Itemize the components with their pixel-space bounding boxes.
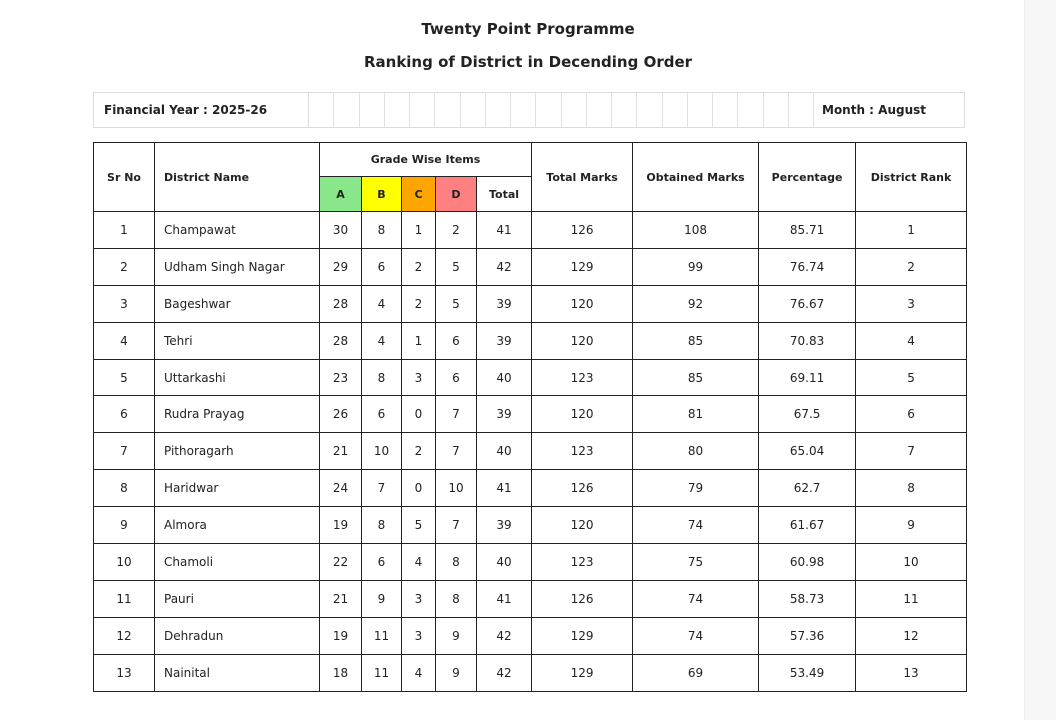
cell-total-marks: 126 (532, 580, 633, 617)
table-row (94, 322, 967, 359)
cell-total: 40 (477, 359, 532, 396)
cell-total-marks: 129 (532, 248, 633, 285)
col-header-total-marks: Total Marks (532, 143, 633, 212)
financial-year-label: Financial Year : 2025-26 (94, 93, 309, 127)
blank-cell (587, 93, 612, 127)
blank-cell (334, 93, 359, 127)
cell-percentage: 67.5 (759, 396, 856, 433)
cell-sr-no: 7 (94, 433, 155, 470)
cell-obtained-marks: 74 (633, 617, 759, 654)
cell-grade-b: 9 (362, 580, 402, 617)
cell-district-rank: 13 (856, 654, 967, 691)
cell-sr-no: 6 (94, 396, 155, 433)
month-label: Month : August (822, 103, 927, 117)
cell-sr-no: 9 (94, 507, 155, 544)
cell-percentage: 76.67 (759, 285, 856, 322)
cell-district-rank: 8 (856, 470, 967, 507)
cell-percentage: 61.67 (759, 507, 856, 544)
cell-percentage: 76.74 (759, 248, 856, 285)
cell-total: 41 (477, 580, 532, 617)
cell-grade-c: 0 (402, 470, 436, 507)
cell-sr-no: 10 (94, 544, 155, 581)
cell-grade-d: 8 (436, 544, 477, 581)
cell-district-name: Udham Singh Nagar (155, 248, 320, 285)
cell-percentage: 69.11 (759, 359, 856, 396)
cell-grade-d: 6 (436, 359, 477, 396)
cell-percentage: 62.7 (759, 470, 856, 507)
cell-total: 42 (477, 654, 532, 691)
blank-cell (738, 93, 763, 127)
cell-district-rank: 9 (856, 507, 967, 544)
table-body (94, 212, 967, 692)
cell-grade-d: 10 (436, 470, 477, 507)
col-header-grade-a: A (320, 177, 362, 212)
table-row (94, 617, 967, 654)
table-row (94, 507, 967, 544)
blank-cell (360, 93, 385, 127)
district-ranking-table (93, 142, 967, 692)
blank-cell (410, 93, 435, 127)
cell-grade-c: 0 (402, 396, 436, 433)
table-row (94, 396, 967, 433)
cell-grade-a: 30 (320, 212, 362, 249)
cell-total: 40 (477, 544, 532, 581)
col-header-total: Total (477, 177, 532, 212)
right-scroll-strip (1024, 0, 1056, 720)
blank-cell (612, 93, 637, 127)
cell-district-rank: 6 (856, 396, 967, 433)
table-row (94, 359, 967, 396)
blank-cell (637, 93, 662, 127)
cell-total: 39 (477, 507, 532, 544)
cell-district-name: Haridwar (155, 470, 320, 507)
cell-district-name: Tehri (155, 322, 320, 359)
cell-total-marks: 120 (532, 396, 633, 433)
cell-grade-c: 1 (402, 322, 436, 359)
cell-grade-c: 4 (402, 544, 436, 581)
cell-grade-b: 6 (362, 544, 402, 581)
cell-percentage: 58.73 (759, 580, 856, 617)
blank-cell (663, 93, 688, 127)
page-subtitle: Ranking of District in Decending Order (363, 53, 693, 71)
cell-grade-b: 4 (362, 285, 402, 322)
col-header-obtained-marks: Obtained Marks (633, 143, 759, 212)
cell-grade-c: 2 (402, 433, 436, 470)
cell-sr-no: 4 (94, 322, 155, 359)
col-header-sr-no: Sr No (94, 143, 155, 212)
cell-district-name: Champawat (155, 212, 320, 249)
cell-total: 41 (477, 212, 532, 249)
cell-grade-a: 29 (320, 248, 362, 285)
cell-total-marks: 129 (532, 654, 633, 691)
cell-grade-a: 26 (320, 396, 362, 433)
cell-grade-b: 6 (362, 396, 402, 433)
cell-grade-a: 21 (320, 580, 362, 617)
blank-cell (511, 93, 536, 127)
blank-cell (385, 93, 410, 127)
cell-grade-b: 4 (362, 322, 402, 359)
col-header-grade-c: C (402, 177, 436, 212)
cell-grade-c: 3 (402, 617, 436, 654)
cell-grade-a: 22 (320, 544, 362, 581)
cell-grade-a: 19 (320, 507, 362, 544)
cell-obtained-marks: 75 (633, 544, 759, 581)
cell-total-marks: 123 (532, 544, 633, 581)
col-header-grade-wise-items: Grade Wise Items (320, 143, 532, 177)
cell-total-marks: 120 (532, 507, 633, 544)
cell-total: 42 (477, 248, 532, 285)
cell-grade-b: 8 (362, 359, 402, 396)
cell-grade-a: 24 (320, 470, 362, 507)
cell-grade-a: 28 (320, 322, 362, 359)
blank-cell (435, 93, 460, 127)
table-row (94, 544, 967, 581)
col-header-grade-d: D (436, 177, 477, 212)
cell-grade-b: 6 (362, 248, 402, 285)
cell-grade-a: 23 (320, 359, 362, 396)
cell-grade-d: 9 (436, 654, 477, 691)
cell-district-name: Uttarkashi (155, 359, 320, 396)
cell-obtained-marks: 85 (633, 322, 759, 359)
cell-sr-no: 2 (94, 248, 155, 285)
cell-grade-d: 7 (436, 433, 477, 470)
cell-grade-c: 2 (402, 248, 436, 285)
cell-obtained-marks: 99 (633, 248, 759, 285)
cell-total-marks: 126 (532, 212, 633, 249)
cell-obtained-marks: 85 (633, 359, 759, 396)
cell-obtained-marks: 92 (633, 285, 759, 322)
cell-total: 39 (477, 396, 532, 433)
filter-bar (93, 92, 965, 128)
cell-percentage: 65.04 (759, 433, 856, 470)
col-header-percentage: Percentage (759, 143, 856, 212)
blank-cell (713, 93, 738, 127)
blank-cell (789, 93, 814, 127)
page-title: Twenty Point Programme (421, 20, 635, 38)
col-header-grade-b: B (362, 177, 402, 212)
cell-grade-c: 3 (402, 359, 436, 396)
cell-obtained-marks: 69 (633, 654, 759, 691)
cell-grade-d: 6 (436, 322, 477, 359)
cell-grade-c: 4 (402, 654, 436, 691)
cell-district-name: Chamoli (155, 544, 320, 581)
cell-grade-c: 2 (402, 285, 436, 322)
blank-cell (536, 93, 561, 127)
col-header-district-name: District Name (155, 143, 320, 212)
cell-grade-c: 3 (402, 580, 436, 617)
cell-obtained-marks: 79 (633, 470, 759, 507)
cell-total-marks: 123 (532, 359, 633, 396)
cell-district-rank: 11 (856, 580, 967, 617)
table-row (94, 212, 967, 249)
cell-district-name: Dehradun (155, 617, 320, 654)
cell-grade-a: 28 (320, 285, 362, 322)
cell-total: 40 (477, 433, 532, 470)
cell-district-rank: 12 (856, 617, 967, 654)
cell-obtained-marks: 74 (633, 580, 759, 617)
cell-grade-b: 8 (362, 212, 402, 249)
cell-district-name: Almora (155, 507, 320, 544)
cell-district-rank: 2 (856, 248, 967, 285)
cell-sr-no: 8 (94, 470, 155, 507)
cell-district-name: Bageshwar (155, 285, 320, 322)
cell-grade-b: 10 (362, 433, 402, 470)
blank-cell (461, 93, 486, 127)
blank-cell (688, 93, 713, 127)
cell-total-marks: 120 (532, 285, 633, 322)
cell-grade-c: 1 (402, 212, 436, 249)
cell-obtained-marks: 81 (633, 396, 759, 433)
cell-district-rank: 7 (856, 433, 967, 470)
cell-obtained-marks: 74 (633, 507, 759, 544)
cell-district-rank: 10 (856, 544, 967, 581)
table-row (94, 248, 967, 285)
table-row (94, 654, 967, 691)
cell-grade-a: 18 (320, 654, 362, 691)
cell-total: 39 (477, 322, 532, 359)
cell-total: 42 (477, 617, 532, 654)
cell-district-name: Pauri (155, 580, 320, 617)
cell-grade-d: 7 (436, 507, 477, 544)
cell-grade-b: 7 (362, 470, 402, 507)
cell-total: 41 (477, 470, 532, 507)
cell-sr-no: 1 (94, 212, 155, 249)
cell-sr-no: 3 (94, 285, 155, 322)
cell-obtained-marks: 108 (633, 212, 759, 249)
cell-percentage: 60.98 (759, 544, 856, 581)
cell-sr-no: 13 (94, 654, 155, 691)
cell-grade-d: 8 (436, 580, 477, 617)
table-row (94, 285, 967, 322)
cell-percentage: 53.49 (759, 654, 856, 691)
blank-cell (562, 93, 587, 127)
table-row (94, 470, 967, 507)
cell-total-marks: 129 (532, 617, 633, 654)
cell-total: 39 (477, 285, 532, 322)
col-header-district-rank: District Rank (856, 143, 967, 212)
cell-grade-a: 19 (320, 617, 362, 654)
cell-grade-b: 8 (362, 507, 402, 544)
cell-sr-no: 11 (94, 580, 155, 617)
cell-grade-a: 21 (320, 433, 362, 470)
cell-district-name: Nainital (155, 654, 320, 691)
cell-district-rank: 5 (856, 359, 967, 396)
cell-total-marks: 126 (532, 470, 633, 507)
cell-grade-c: 5 (402, 507, 436, 544)
cell-district-name: Rudra Prayag (155, 396, 320, 433)
cell-grade-d: 5 (436, 285, 477, 322)
cell-percentage: 57.36 (759, 617, 856, 654)
cell-percentage: 70.83 (759, 322, 856, 359)
cell-district-name: Pithoragarh (155, 433, 320, 470)
blank-cell (764, 93, 789, 127)
cell-percentage: 85.71 (759, 212, 856, 249)
cell-total-marks: 120 (532, 322, 633, 359)
cell-grade-d: 7 (436, 396, 477, 433)
cell-grade-d: 9 (436, 617, 477, 654)
table-row (94, 433, 967, 470)
cell-grade-d: 2 (436, 212, 477, 249)
cell-grade-d: 5 (436, 248, 477, 285)
cell-grade-b: 11 (362, 654, 402, 691)
cell-obtained-marks: 80 (633, 433, 759, 470)
cell-total-marks: 123 (532, 433, 633, 470)
cell-district-rank: 4 (856, 322, 967, 359)
cell-district-rank: 3 (856, 285, 967, 322)
blank-cell (486, 93, 511, 127)
blank-cell (309, 93, 334, 127)
cell-sr-no: 5 (94, 359, 155, 396)
table-row (94, 580, 967, 617)
cell-sr-no: 12 (94, 617, 155, 654)
cell-district-rank: 1 (856, 212, 967, 249)
cell-grade-b: 11 (362, 617, 402, 654)
